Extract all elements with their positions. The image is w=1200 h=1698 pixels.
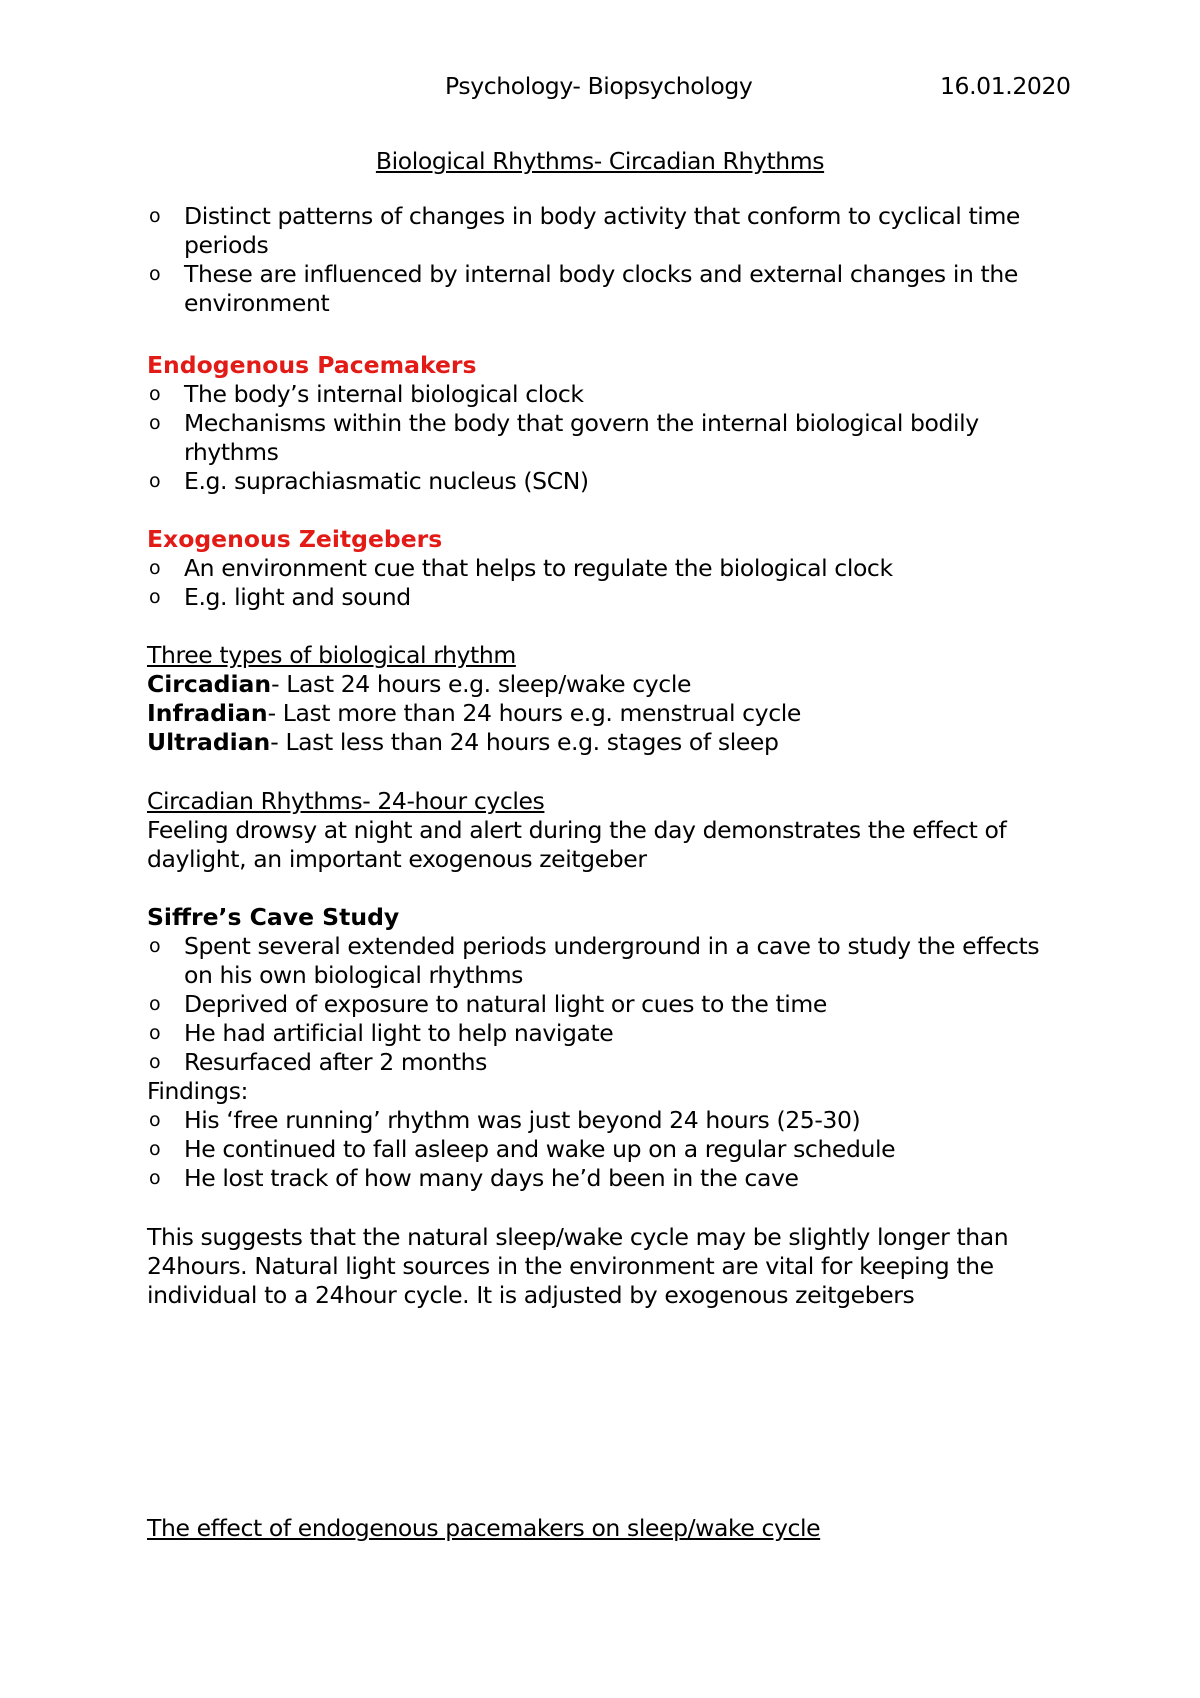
bullet-icon: o bbox=[149, 470, 161, 492]
list-item: o He continued to fall asleep and wake up on a regular schedule bbox=[149, 1135, 896, 1163]
list-item: o The body’s internal biological clock bbox=[149, 380, 584, 408]
findings-label: Findings: bbox=[147, 1077, 249, 1105]
siffre-list bbox=[147, 932, 1067, 1077]
bullet-icon: o bbox=[149, 412, 161, 434]
bullet-icon: o bbox=[149, 935, 161, 957]
bullet-icon: o bbox=[149, 1022, 161, 1044]
document-title: Biological Rhythms- Circadian Rhythms bbox=[375, 147, 825, 175]
exogenous-section bbox=[147, 525, 1067, 612]
bullet-icon: o bbox=[149, 1109, 161, 1131]
siffre-section bbox=[147, 903, 1067, 1193]
list-item: o He had artificial light to help navigate bbox=[149, 1019, 614, 1047]
list-item: o Deprived of exposure to natural light or cues to the time bbox=[149, 990, 827, 1018]
types-section bbox=[147, 641, 1067, 757]
list-item: o Distinct patterns of changes in body activity that conform to cyclical time periods bbox=[149, 202, 1020, 259]
endogenous-section bbox=[147, 351, 1067, 496]
conclusion-text: This suggests that the natural sleep/wake cycle may be slightly longer than 24hours. Natural light sources in the environment are vital for keeping the individual to a 24hour cycle. It is adjusted by exogenous zeitgebers bbox=[147, 1223, 1009, 1309]
header-subject: Psychology- Biopsychology bbox=[445, 72, 753, 100]
conclusion-section bbox=[147, 1223, 1067, 1310]
bullet-icon: o bbox=[149, 586, 161, 608]
intro-list bbox=[147, 202, 1067, 318]
exogenous-heading: Exogenous Zeitgebers bbox=[147, 525, 443, 553]
footer-heading: The effect of endogenous pacemakers on sleep/wake cycle bbox=[147, 1514, 821, 1542]
list-item: o Resurfaced after 2 months bbox=[149, 1048, 487, 1076]
bullet-icon: o bbox=[149, 263, 161, 285]
list-item: o He lost track of how many days he’d been in the cave bbox=[149, 1164, 799, 1192]
circadian-section bbox=[147, 787, 1067, 874]
footer-section bbox=[147, 1514, 1067, 1543]
siffre-heading: Siffre’s Cave Study bbox=[147, 903, 400, 931]
type-row-ultradian: Ultradian- Last less than 24 hours e.g. stages of sleep bbox=[147, 728, 779, 756]
bullet-icon: o bbox=[149, 1051, 161, 1073]
bullet-icon: o bbox=[149, 383, 161, 405]
list-item: o E.g. suprachiasmatic nucleus (SCN) bbox=[149, 467, 589, 495]
list-item: o These are influenced by internal body clocks and external changes in the environment bbox=[149, 260, 1018, 317]
bullet-icon: o bbox=[149, 205, 161, 227]
list-item: o An environment cue that helps to regulate the biological clock bbox=[149, 554, 893, 582]
type-row-circadian: Circadian- Last 24 hours e.g. sleep/wake cycle bbox=[147, 670, 692, 698]
type-row-infradian: Infradian- Last more than 24 hours e.g. menstrual cycle bbox=[147, 699, 801, 727]
exogenous-list bbox=[147, 554, 1067, 612]
bullet-icon: o bbox=[149, 993, 161, 1015]
list-item: o Spent several extended periods underground in a cave to study the effects on his own biological rhythms bbox=[149, 932, 1040, 989]
list-item: o E.g. light and sound bbox=[149, 583, 411, 611]
bullet-icon: o bbox=[149, 1167, 161, 1189]
types-heading: Three types of biological rhythm bbox=[147, 641, 516, 669]
endogenous-list bbox=[147, 380, 1067, 496]
list-item: o His ‘free running’ rhythm was just beyond 24 hours (25-30) bbox=[149, 1106, 861, 1134]
findings-list bbox=[147, 1106, 1067, 1193]
endogenous-heading: Endogenous Pacemakers bbox=[147, 351, 477, 379]
header-date: 16.01.2020 bbox=[940, 72, 1071, 100]
list-item: o Mechanisms within the body that govern the internal biological bodily rhythms bbox=[149, 409, 979, 466]
circadian-text: Feeling drowsy at night and alert during the day demonstrates the effect of daylight, an important exogenous zeitgeber bbox=[147, 816, 1007, 873]
circadian-heading: Circadian Rhythms- 24-hour cycles bbox=[147, 787, 545, 815]
intro-section bbox=[147, 202, 1067, 318]
bullet-icon: o bbox=[149, 1138, 161, 1160]
bullet-icon: o bbox=[149, 557, 161, 579]
